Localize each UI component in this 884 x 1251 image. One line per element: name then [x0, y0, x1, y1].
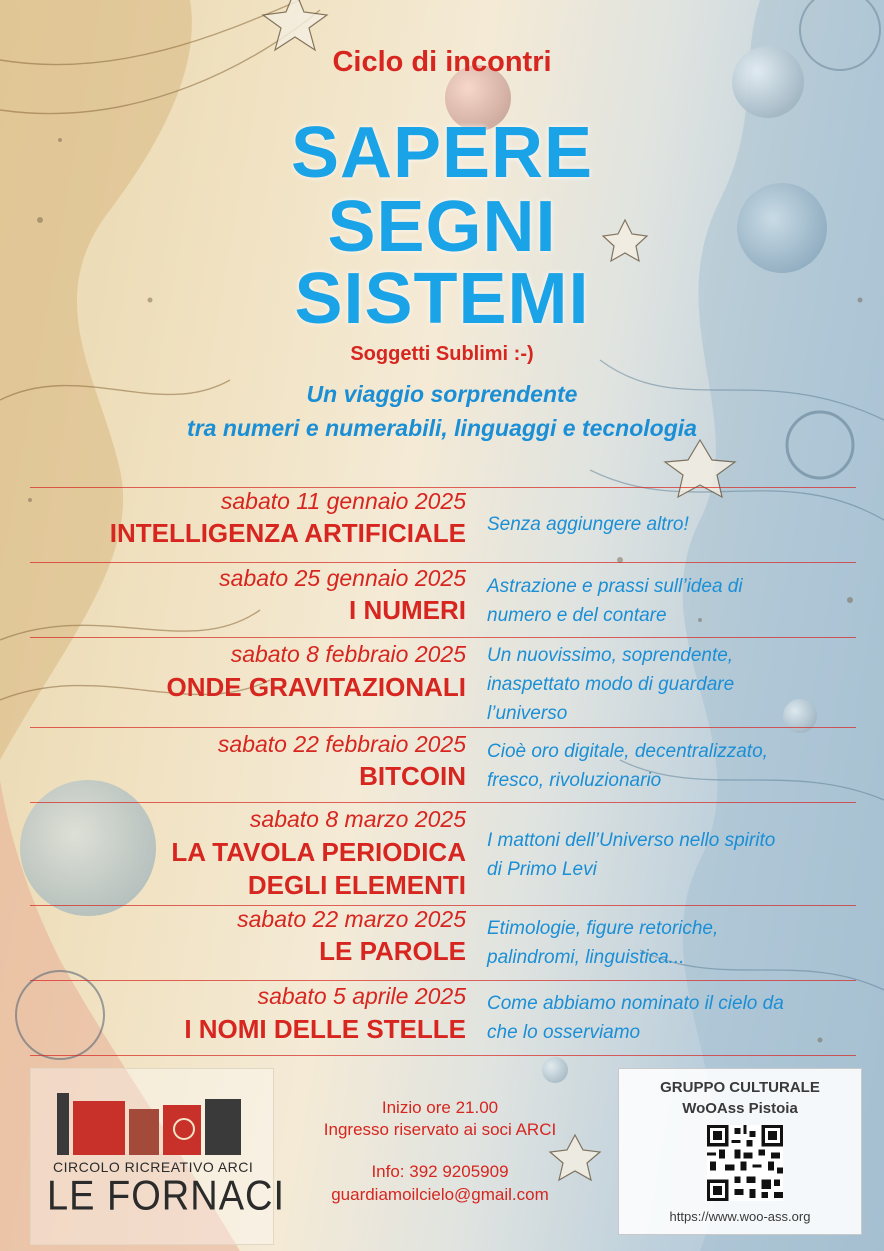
event-description-line: inaspettato modo di guardare — [487, 674, 735, 695]
event-title: I NUMERI — [349, 595, 466, 625]
entry-note: Ingresso riservato ai soci ARCI — [323, 1120, 557, 1139]
event-date: sabato 8 febbraio 2025 — [230, 641, 466, 667]
event-description — [487, 826, 857, 884]
tagline-line-2: tra numeri e numerabili, linguaggi e tecnologia — [187, 415, 697, 441]
website-url: https://www.woo-ass.org — [669, 1209, 811, 1224]
event-title-line: DEGLI ELEMENTI — [247, 870, 466, 900]
logo-subtitle: CIRCOLO RICREATIVO ARCI — [53, 1159, 254, 1175]
event-date: sabato 22 marzo 2025 — [237, 906, 466, 932]
arci-le-fornaci-logo — [30, 1068, 286, 1245]
event-description — [487, 989, 857, 1047]
event-date: sabato 11 gennaio 2025 — [220, 488, 466, 514]
event-description-line: che lo osserviamo — [487, 1022, 641, 1043]
event-date: sabato 8 marzo 2025 — [249, 806, 466, 832]
event-date: sabato 5 aprile 2025 — [257, 983, 466, 1009]
event-description-line: Un nuovissimo, soprendente, — [487, 645, 734, 666]
start-time: Inizio ore 21.00 — [381, 1098, 499, 1117]
event-divider — [30, 727, 856, 728]
info-email: guardiamoilcielo@gmail.com — [331, 1185, 549, 1204]
event-title-line: LA TAVOLA PERIODICA — [171, 837, 466, 867]
event-description-line: Come abbiamo nominato il cielo da — [487, 993, 784, 1014]
event-title: INTELLIGENZA ARTIFICIALE — [109, 518, 466, 548]
qr-code-icon — [707, 1125, 783, 1201]
event-divider — [30, 637, 856, 638]
event-divider — [30, 562, 856, 563]
logo-line-1: GRUPPO CULTURALE — [660, 1079, 820, 1096]
logo-name: LE FORNACI — [47, 1173, 286, 1220]
event-description-line: di Primo Levi — [487, 859, 597, 880]
event-description — [487, 641, 857, 728]
event-date: sabato 25 gennaio 2025 — [219, 565, 466, 591]
woo-ass-logo — [618, 1068, 862, 1235]
event-description-line: fresco, rivoluzionario — [487, 770, 662, 791]
event-divider — [30, 802, 856, 803]
subtitle: Soggetti Sublimi :-) — [350, 343, 534, 365]
title-line-2: SEGNI — [327, 187, 557, 267]
event-title: I NOMI DELLE STELLE — [184, 1014, 466, 1044]
event-description — [487, 510, 857, 539]
info-phone: Info: 392 9205909 — [371, 1162, 509, 1181]
title-line-1: SAPERE — [290, 113, 594, 193]
event-divider — [30, 1055, 856, 1056]
event-description-line: Astrazione e prassi sull’idea di — [487, 576, 743, 597]
event-description-line: Etimologie, figure retoriche, — [487, 918, 719, 939]
event-description — [487, 737, 857, 795]
event-date: sabato 22 febbraio 2025 — [217, 731, 466, 757]
event-divider — [30, 980, 856, 981]
event-description-line: palindromi, linguistica... — [487, 947, 685, 968]
event-description-line: Senza aggiungere altro! — [487, 514, 689, 535]
event-description — [487, 572, 857, 630]
event-description-line: Cioè oro digitale, decentralizzato, — [487, 741, 768, 762]
event-title: ONDE GRAVITAZIONALI — [166, 672, 466, 702]
tagline-line-1: Un viaggio sorprendente — [306, 381, 578, 407]
event-description-line: l’universo — [487, 703, 568, 724]
event-description-line: numero e del contare — [487, 605, 667, 626]
logo-line-2: WoOAss Pistoia — [682, 1100, 798, 1117]
series-kicker: Ciclo di incontri — [332, 46, 552, 78]
title-line-3: SISTEMI — [294, 259, 590, 339]
event-title: BITCOIN — [359, 761, 466, 791]
event-description-line: I mattoni dell’Universo nello spirito — [487, 830, 776, 851]
event-description — [487, 914, 857, 972]
brick-kiln-icon — [49, 1087, 259, 1159]
event-title: LE PAROLE — [319, 936, 466, 966]
event-title — [171, 836, 466, 902]
